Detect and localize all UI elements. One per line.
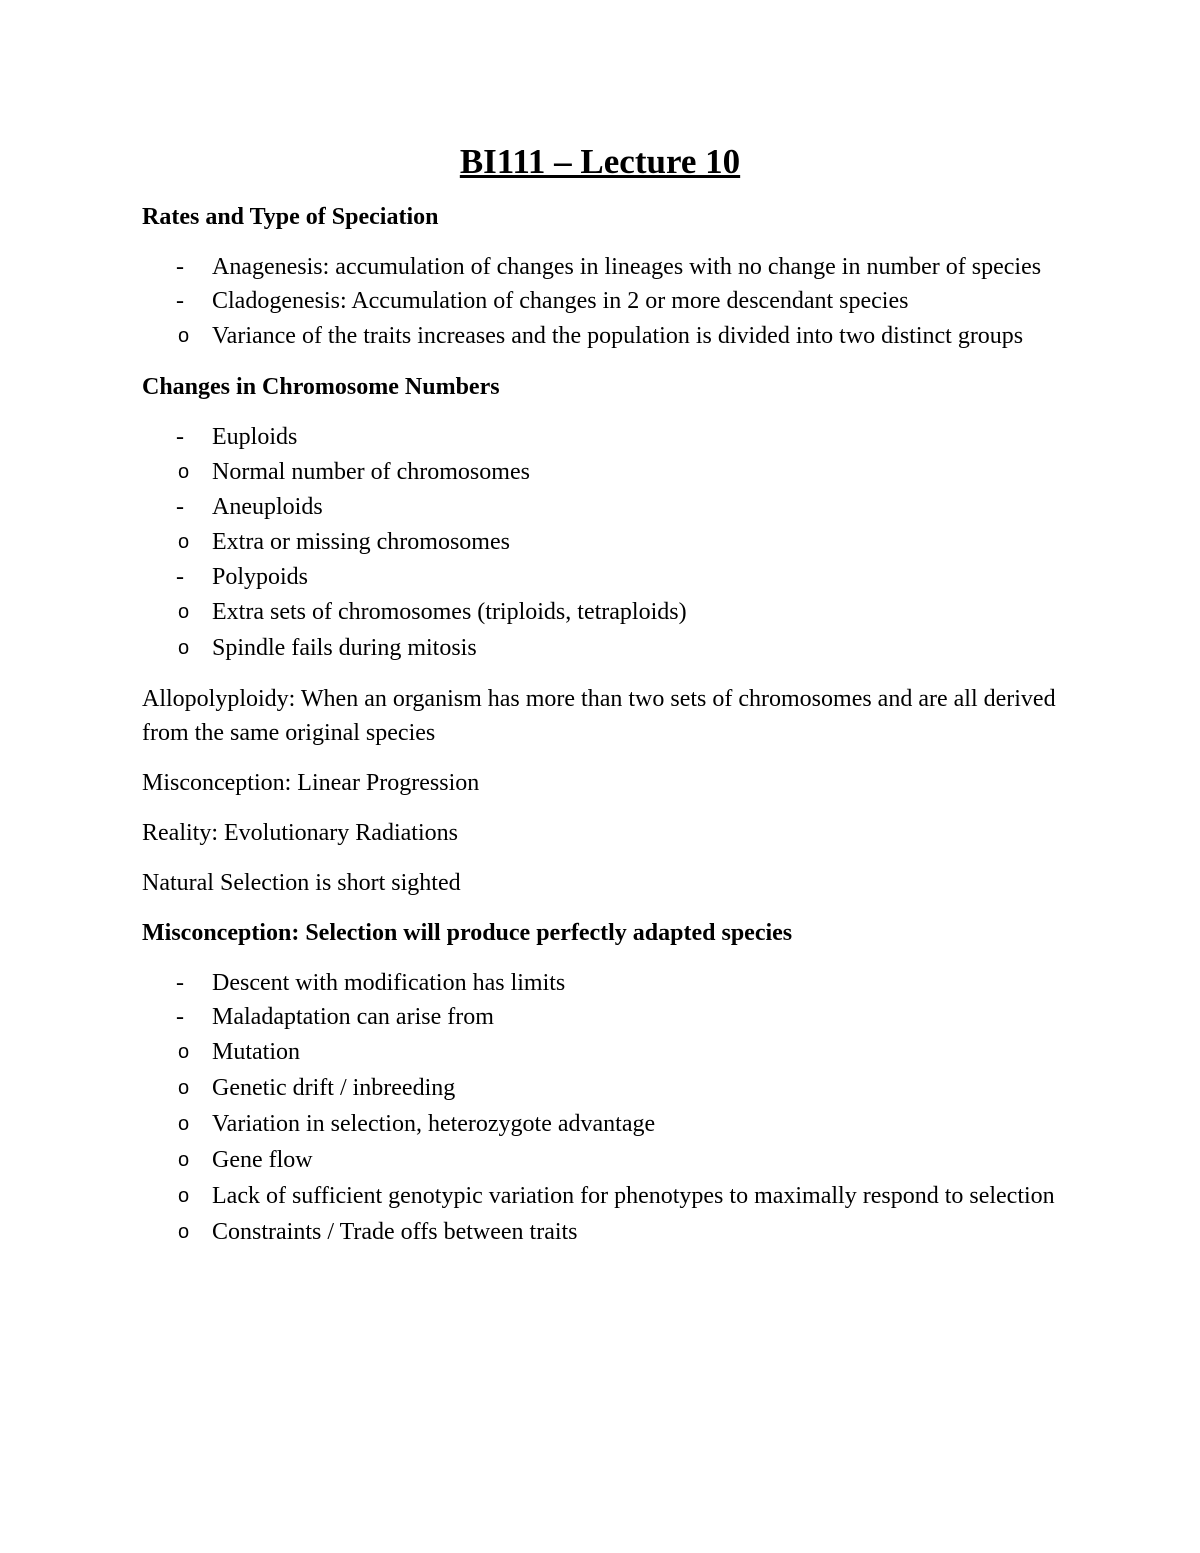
circle-bullet: o <box>178 601 190 623</box>
sub-list-item <box>142 318 1062 354</box>
adaptation-list <box>142 966 1062 1250</box>
dash-bullet: - <box>176 288 184 314</box>
sub-list-item <box>142 1214 1062 1250</box>
section-heading-chromosomes: Changes in Chromosome Numbers <box>142 374 500 400</box>
list-item <box>142 1000 1062 1250</box>
sub-list-item-text: Normal number of chromosomes <box>212 459 530 485</box>
paragraph-natural-selection: Natural Selection is short sighted <box>142 870 461 896</box>
circle-bullet: o <box>178 1221 190 1243</box>
sub-list-item <box>142 1142 1062 1178</box>
page-title: BI111 – Lecture 10 <box>459 142 741 181</box>
circle-bullet: o <box>178 1041 190 1063</box>
paragraph-misconception-linear: Misconception: Linear Progression <box>142 770 480 796</box>
sub-list <box>142 1034 1062 1250</box>
sub-list <box>142 524 1062 560</box>
dash-bullet: - <box>176 1004 184 1030</box>
dash-bullet: - <box>176 564 184 590</box>
sub-list-item <box>142 454 1062 490</box>
list-item <box>142 560 1062 666</box>
sub-list-item-text: Mutation <box>212 1039 300 1065</box>
paragraph-reality: Reality: Evolutionary Radiations <box>142 820 458 846</box>
list-item-text: Euploids <box>212 424 298 450</box>
sub-list-item-text: Extra or missing chromosomes <box>212 529 510 555</box>
sub-list-item-text: Constraints / Trade offs between traits <box>212 1219 578 1245</box>
list-item-text: Anagenesis: accumulation of changes in lineages with no change in number of species <box>212 254 1042 280</box>
sub-list-item <box>142 594 1062 630</box>
list-item-text: Maladaptation can arise from <box>212 1004 494 1030</box>
dash-bullet: - <box>176 494 184 520</box>
sub-list-item <box>142 524 1062 560</box>
sub-list-item-text: Spindle fails during mitosis <box>212 635 477 661</box>
list-item <box>142 250 1062 284</box>
circle-bullet: o <box>178 637 190 659</box>
list-item <box>142 490 1062 560</box>
circle-bullet: o <box>178 1185 190 1207</box>
speciation-list <box>142 250 1062 354</box>
document-body <box>142 200 1062 1266</box>
sub-list <box>142 594 1062 666</box>
sub-list-item <box>142 1106 1062 1142</box>
sub-list-item-text: Variation in selection, heterozygote advantage <box>212 1111 656 1137</box>
list-item <box>142 420 1062 490</box>
sub-list-item-text: Gene flow <box>212 1147 313 1173</box>
sub-list-item <box>142 1070 1062 1106</box>
sub-list-item-text: Extra sets of chromosomes (triploids, tetraploids) <box>212 599 687 625</box>
sub-list-item <box>142 1178 1062 1214</box>
sub-list-item <box>142 1034 1062 1070</box>
circle-bullet: o <box>178 531 190 553</box>
sub-list-item <box>142 630 1062 666</box>
circle-bullet: o <box>178 325 190 347</box>
sub-list <box>142 454 1062 490</box>
list-item <box>142 966 1062 1000</box>
sub-list-item-text: Lack of sufficient genotypic variation for phenotypes to maximally respond to selection <box>212 1183 1055 1209</box>
list-item-text: Descent with modification has limits <box>212 970 566 996</box>
circle-bullet: o <box>178 1077 190 1099</box>
section-heading-adaptation: Misconception: Selection will produce perfectly adapted species <box>142 920 793 946</box>
sub-list <box>142 318 1062 354</box>
circle-bullet: o <box>178 1149 190 1171</box>
circle-bullet: o <box>178 461 190 483</box>
list-item <box>142 284 1062 354</box>
list-item-text: Aneuploids <box>212 494 323 520</box>
dash-bullet: - <box>176 254 184 280</box>
paragraph-allopolyploidy: Allopolyploidy: When an organism has more than two sets of chromosomes and are all derived from the same original species <box>142 686 1056 746</box>
section-heading-speciation: Rates and Type of Speciation <box>142 204 439 230</box>
dash-bullet: - <box>176 424 184 450</box>
list-item-text: Cladogenesis: Accumulation of changes in 2 or more descendant species <box>212 288 909 314</box>
dash-bullet: - <box>176 970 184 996</box>
list-item-text: Polypoids <box>212 564 309 590</box>
sub-list-item-text: Genetic drift / inbreeding <box>212 1075 456 1101</box>
circle-bullet: o <box>178 1113 190 1135</box>
sub-list-item-text: Variance of the traits increases and the population is divided into two distinct groups <box>212 323 1024 349</box>
chromosomes-list <box>142 420 1062 666</box>
